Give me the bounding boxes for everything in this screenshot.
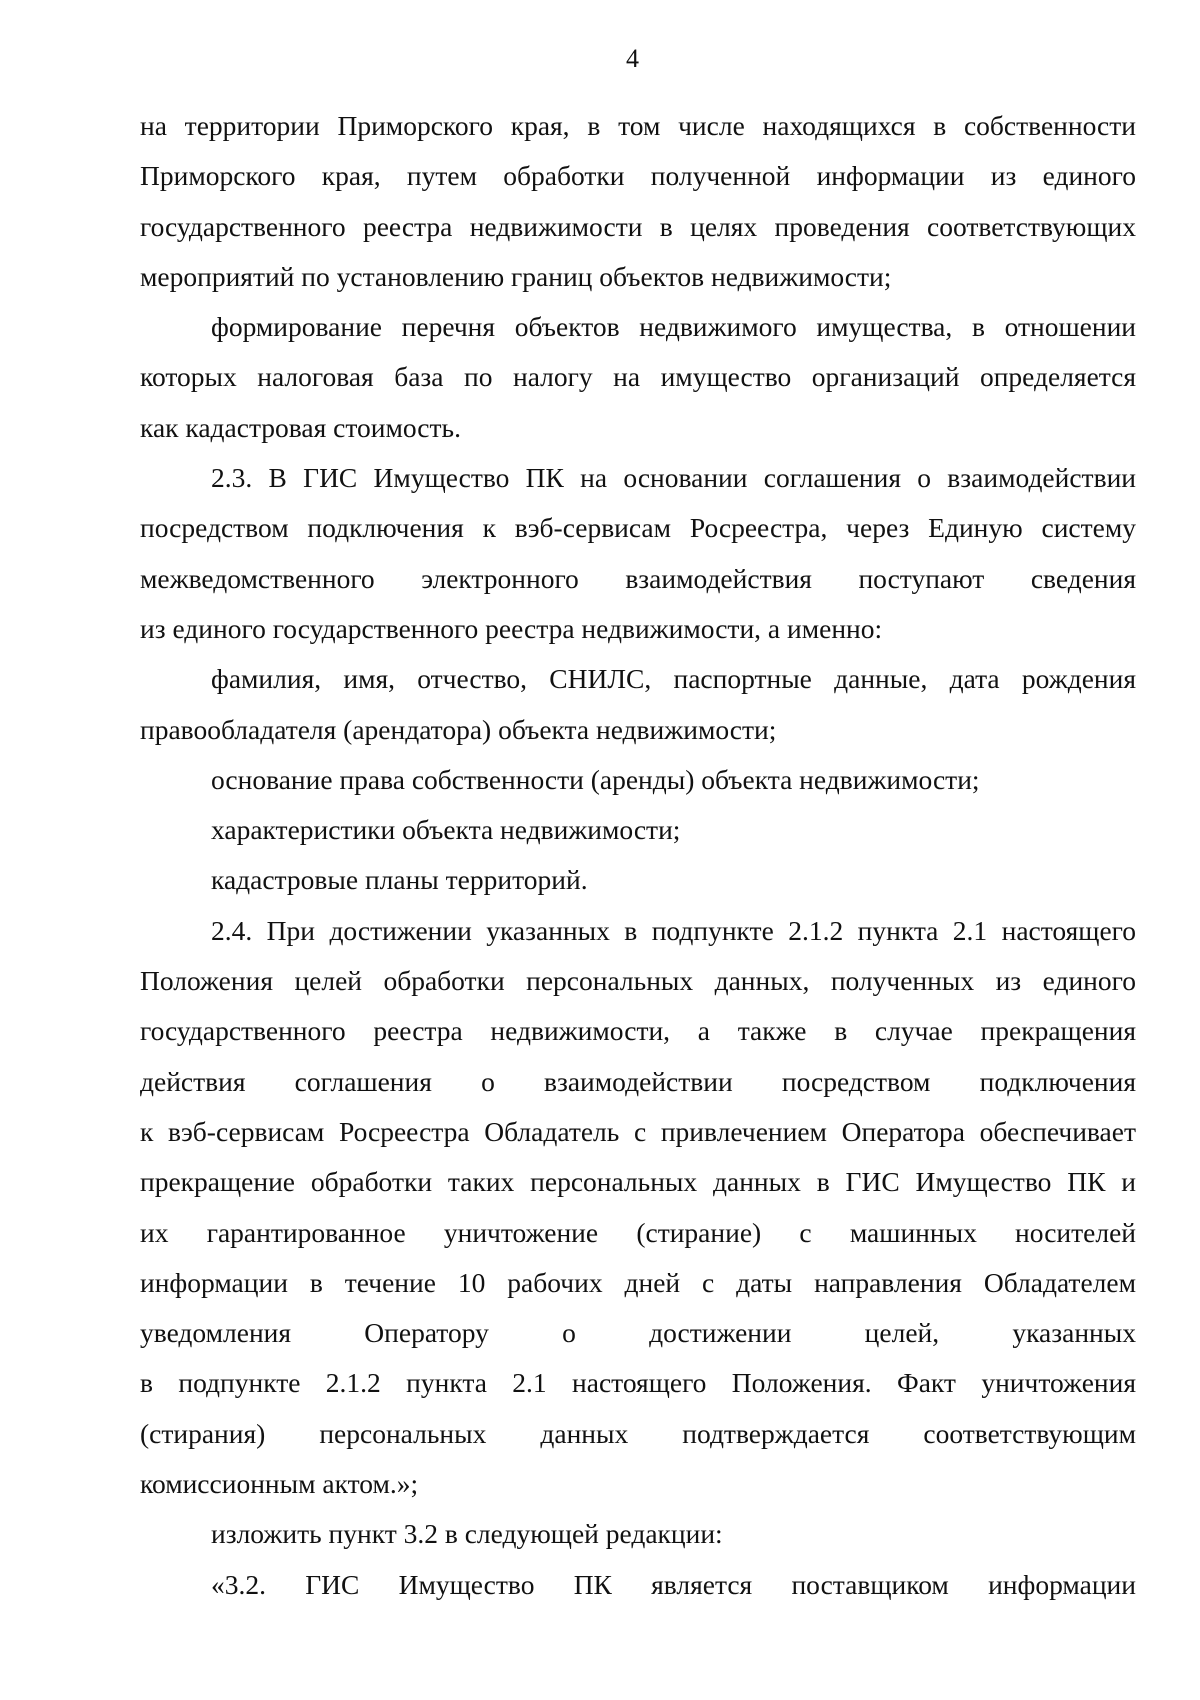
text-line: фамилия, имя, отчество, СНИЛС, паспортные данные, дата рождения (211, 663, 1136, 695)
text-line: изложить пункт 3.2 в следующей редакции: (211, 1518, 723, 1550)
text-line: в подпункте 2.1.2 пункта 2.1 настоящего Положения. Факт уничтожения (140, 1367, 1136, 1399)
text-line: как кадастровая стоимость. (140, 411, 461, 443)
text-line: действия соглашения о взаимодействии посредством подключения (140, 1065, 1136, 1097)
text-line: формирование перечня объектов недвижимого имущества, в отношении (211, 311, 1136, 343)
text-line: уведомления Оператору о достижении целей, указанных (140, 1317, 1136, 1349)
text-line: 2.3. В ГИС Имущество ПК на основании соглашения о взаимодействии (211, 462, 1136, 494)
text-line: основание права собственности (аренды) объекта недвижимости; (211, 763, 980, 795)
text-line: информации в течение 10 рабочих дней с даты направления Обладателем (140, 1266, 1136, 1298)
text-line: на территории Приморского края, в том числе находящихся в собственности (140, 110, 1136, 141)
text-line: государственного реестра недвижимости в целях проведения соответствующих (140, 210, 1136, 242)
text-line: из единого государственного реестра недвижимости, а именно: (140, 612, 883, 644)
text-line: посредством подключения к вэб-сервисам Росреестра, через Единую систему (140, 512, 1136, 544)
text-line: Положения целей обработки персональных данных, полученных из единого (140, 965, 1136, 997)
text-line: Приморского края, путем обработки полученной информации из единого (140, 160, 1136, 192)
page-number: 4 (626, 44, 639, 73)
text-line: характеристики объекта недвижимости; (211, 814, 681, 846)
text-line: которых налоговая база по налогу на имущество организаций определяется (140, 361, 1136, 393)
text-line: к вэб-сервисам Росреестра Обладатель с привлечением Оператора обеспечивает (140, 1115, 1136, 1147)
text-line: «3.2. ГИС Имущество ПК является поставщиком информации (211, 1568, 1136, 1600)
text-line: их гарантированное уничтожение (стирание) с машинных носителей (140, 1216, 1136, 1248)
text-line: комиссионным актом.»; (140, 1468, 419, 1500)
text-line: прекращение обработки таких персональных данных в ГИС Имущество ПК и (140, 1166, 1136, 1198)
text-line: межведомственного электронного взаимодействия поступают сведения (140, 562, 1136, 594)
text-line: правообладателя (арендатора) объекта недвижимости; (140, 713, 777, 745)
text-line: государственного реестра недвижимости, а также в случае прекращения (140, 1015, 1136, 1047)
text-line: 2.4. При достижении указанных в подпункте 2.1.2 пункта 2.1 настоящего (211, 914, 1136, 946)
text-line: мероприятий по установлению границ объектов недвижимости; (140, 260, 892, 292)
text-line: кадастровые планы территорий. (211, 864, 588, 896)
document-body (140, 101, 1136, 1610)
text-line: (стирания) персональных данных подтверждается соответствующим (140, 1417, 1136, 1449)
